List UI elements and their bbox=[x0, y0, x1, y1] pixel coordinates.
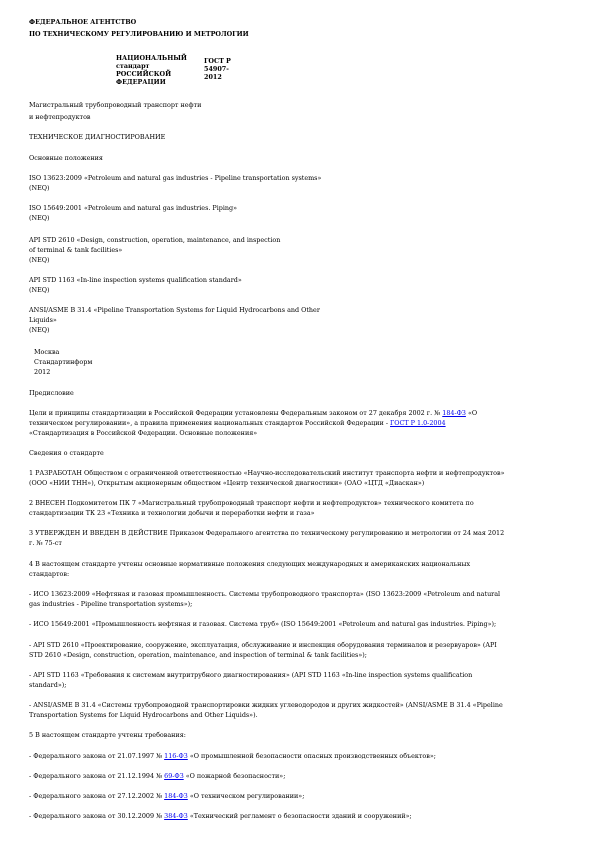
gost-link[interactable]: ГОСТ Р 1.0-2004 bbox=[390, 419, 446, 427]
ref-5: ANSI/ASME B 31.4 «Pipeline Transportation Systems for Liquid Hydrocarbons and Other bbox=[29, 306, 320, 314]
bullet-1-line-2: gas industries - Pipeline transportation systems»); bbox=[29, 600, 193, 608]
ref-4: API STD 1163 «In-line inspection systems qualification standard» bbox=[29, 276, 242, 284]
standard-type-line: стандарт bbox=[116, 62, 150, 70]
ref-1: ISO 13623:2009 «Petroleum and natural gas industries - Pipeline transportation systems» bbox=[29, 174, 322, 182]
ref-5-neq: (NEQ) bbox=[29, 326, 50, 334]
preface-title: Предисловие bbox=[29, 389, 74, 397]
bullet-4-line-2: standard»); bbox=[29, 681, 67, 689]
item-2-line-2: стандартизации ТК 23 «Техника и технологии добычи и переработки нефти и газа» bbox=[29, 509, 315, 517]
ref-3: API STD 2610 «Design, construction, operation, maintenance, and inspection bbox=[29, 236, 281, 244]
agency-line-1: ФЕДЕРАЛЬНОЕ АГЕНТСТВО bbox=[29, 18, 137, 26]
preface-text: техническом регулировании», а правила применения национальных стандартов Российской Федерации - bbox=[29, 419, 391, 427]
imprint-year: 2012 bbox=[34, 368, 51, 376]
bullet-2-line-1: - ИСО 15649:2001 «Промышленность нефтяная и газовая. Система труб» (ISO 15649:2001 «Petroleum and natural gas industries. Piping»); bbox=[29, 620, 497, 628]
ref-5-line-2: Liquids» bbox=[29, 316, 57, 324]
law-text: «Технический регламент о безопасности зданий и сооружений»; bbox=[187, 812, 412, 820]
ref-2: ISO 15649:2001 «Petroleum and natural gas industries. Piping» bbox=[29, 204, 238, 212]
law-384-link[interactable]: 384-ФЗ bbox=[164, 812, 188, 820]
standard-number bbox=[204, 57, 244, 81]
standard-number-line: 2012 bbox=[204, 73, 222, 81]
bullet-3-line-1: - API STD 2610 «Проектирование, сооружение, эксплуатация, обслуживание и инспекция оборудования терминалов и резервуаров» (API bbox=[29, 641, 497, 649]
law-text: - Федерального закона от 21.07.1997 № bbox=[29, 752, 165, 760]
bullet-1-line-1: - ИСО 13623:2009 «Нефтяная и газовая промышленность. Системы трубопроводного транспорта» (ISO 13623:2009 «Petroleum and natural bbox=[29, 590, 501, 598]
standard-number-line: 54907- bbox=[204, 65, 229, 73]
law-3 bbox=[29, 792, 569, 800]
law-184-link-2[interactable]: 184-ФЗ bbox=[164, 792, 188, 800]
item-3-line-1: 3 УТВЕРЖДЕН И ВВЕДЕН В ДЕЙСТВИЕ Приказом Федерального агентства по техническому регулированию и метрологии от 24 мая 2012 bbox=[29, 529, 505, 537]
standard-type-line: НАЦИОНАЛЬНЫЙ bbox=[116, 54, 187, 62]
bullet-5-line-2: Transportation Systems for Liquid Hydrocarbons and Other Liquids»). bbox=[29, 711, 258, 719]
info-title: Сведения о стандарте bbox=[29, 449, 104, 457]
item-1-line-1: 1 РАЗРАБОТАН Обществом с ограниченной ответственностью «Научно-исследовательский институт транспорта нефти и нефтепродуктов» bbox=[29, 469, 505, 477]
agency-line-2: ПО ТЕХНИЧЕСКОМУ РЕГУЛИРОВАНИЮ И МЕТРОЛОГИИ bbox=[29, 30, 249, 38]
ref-3-line-2: of terminal & tank facilities» bbox=[29, 246, 123, 254]
law-text: - Федерального закона от 30.12.2009 № bbox=[29, 812, 165, 820]
ref-2-neq: (NEQ) bbox=[29, 214, 50, 222]
standard-number-line: ГОСТ Р bbox=[204, 57, 231, 65]
standard-type-line: ФЕДЕРАЦИИ bbox=[116, 78, 166, 86]
law-2 bbox=[29, 772, 569, 780]
item-1-line-2: (ООО «НИИ ТНН»), Открытым акционерным обществом «Центр технической диагностики» (ОАО «ЦТД «Диаскан») bbox=[29, 479, 425, 487]
ref-1-neq: (NEQ) bbox=[29, 184, 50, 192]
law-text: «О пожарной безопасности»; bbox=[183, 772, 286, 780]
law-text: - Федерального закона от 21.12.1994 № bbox=[29, 772, 165, 780]
preface-paragraph-line-1 bbox=[29, 409, 569, 417]
bullet-3-line-2: STD 2610 «Design, construction, operation, maintenance, and inspection of terminal & tank facilities»); bbox=[29, 651, 367, 659]
imprint-city: Москва bbox=[34, 348, 60, 356]
item-4-line-1: 4 В настоящем стандарте учтены основные нормативные положения следующих международных и американских национальных bbox=[29, 560, 471, 568]
ref-4-neq: (NEQ) bbox=[29, 286, 50, 294]
preface-text: «О bbox=[465, 409, 478, 417]
imprint-publisher: Стандартинформ bbox=[34, 358, 93, 366]
item-5: 5 В настоящем стандарте учтены требования: bbox=[29, 731, 186, 739]
document-subheading: Основные положения bbox=[29, 154, 103, 162]
standard-type bbox=[116, 54, 202, 86]
item-2-line-1: 2 ВНЕСЕН Подкомитетом ПК 7 «Магистральный трубопроводный транспорт нефти и нефтепродуктов» технического комитета по bbox=[29, 499, 474, 507]
law-text: «О промышленной безопасности опасных производственных объектов»; bbox=[187, 752, 436, 760]
law-text: - Федерального закона от 27.12.2002 № bbox=[29, 792, 165, 800]
ref-3-neq: (NEQ) bbox=[29, 256, 50, 264]
title-line-1: Магистральный трубопроводный транспорт нефти bbox=[29, 101, 202, 109]
item-4-line-2: стандартов: bbox=[29, 570, 70, 578]
law-116-link[interactable]: 116-ФЗ bbox=[164, 752, 188, 760]
item-3-line-2: г. № 75-ст bbox=[29, 539, 62, 547]
law-4 bbox=[29, 812, 569, 820]
preface-paragraph-line-2 bbox=[29, 419, 569, 427]
document-heading: ТЕХНИЧЕСКОЕ ДИАГНОСТИРОВАНИЕ bbox=[29, 133, 166, 141]
law-69-link[interactable]: 69-ФЗ bbox=[164, 772, 184, 780]
title-line-2: и нефтепродуктов bbox=[29, 113, 91, 121]
standard-type-line: РОССИЙСКОЙ bbox=[116, 70, 172, 78]
preface-text: Цели и принципы стандартизации в Российской Федерации установлены Федеральным законом от 27 декабря 2002 г. № bbox=[29, 409, 443, 417]
law-184-link[interactable]: 184-ФЗ bbox=[442, 409, 466, 417]
preface-paragraph-line-3: «Стандартизация в Российской Федерации. Основные положения» bbox=[29, 429, 258, 437]
law-1 bbox=[29, 752, 569, 760]
law-text: «О техническом регулировании»; bbox=[187, 792, 305, 800]
bullet-4-line-1: - API STD 1163 «Требования к системам внутритрубного диагностирования» (API STD 1163 «In-line inspection systems qualification bbox=[29, 671, 473, 679]
bullet-5-line-1: - ANSI/ASME B 31.4 «Системы трубопроводной транспортировки жидких углеводородов и других жидкостей» (ANSI/ASME B 31.4 «Pipeline bbox=[29, 701, 503, 709]
